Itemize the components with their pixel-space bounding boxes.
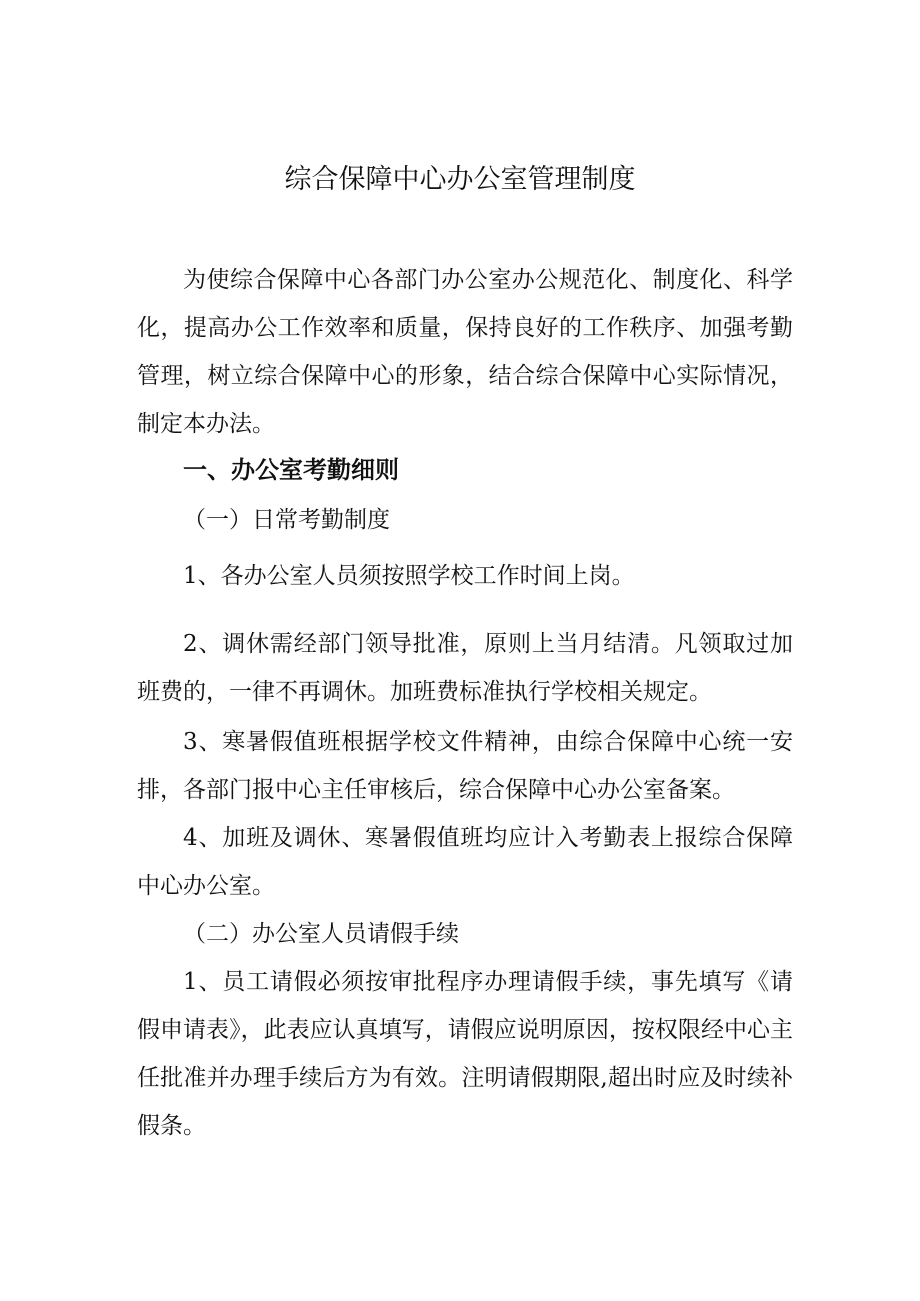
subsection-heading-daily-attendance: （一）日常考勤制度 — [183, 507, 390, 533]
document-title: 综合保障中心办公室管理制度 — [284, 164, 636, 195]
rule-item-3: 3、寒暑假值班根据学校文件精神，由综合保障中心统一安排，各部门报中心主任审核后，综合保障中心办公室备案。 — [137, 729, 793, 803]
leave-item-1: 1、员工请假必须按审批程序办理请假手续，事先填写《请假申请表》，此表应认真填写，请假应说明原因，按权限经中心主任批准并办理手续后方为有效。注明请假期限,超出时应及时续补假条。 — [137, 969, 793, 1139]
rule-item-2: 2、调休需经部门领导批准，原则上当月结清。凡领取过加班费的，一律不再调休。加班费标准执行学校相关规定。 — [137, 631, 793, 705]
section-heading-attendance: 一、办公室考勤细则 — [183, 456, 399, 484]
subsection-heading-leave-procedure: （二）办公室人员请假手续 — [183, 921, 459, 947]
rule-item-4: 4、加班及调休、寒暑假值班均应计入考勤表上报综合保障中心办公室。 — [137, 825, 793, 899]
intro-paragraph: 为使综合保障中心各部门办公室办公规范化、制度化、科学化，提高办公工作效率和质量，保持良好的工作秩序、加强考勤管理，树立综合保障中心的形象，结合综合保障中心实际情况，制定本办法。 — [137, 267, 793, 437]
rule-item-1: 1、各办公室人员须按照学校工作时间上岗。 — [183, 563, 635, 589]
